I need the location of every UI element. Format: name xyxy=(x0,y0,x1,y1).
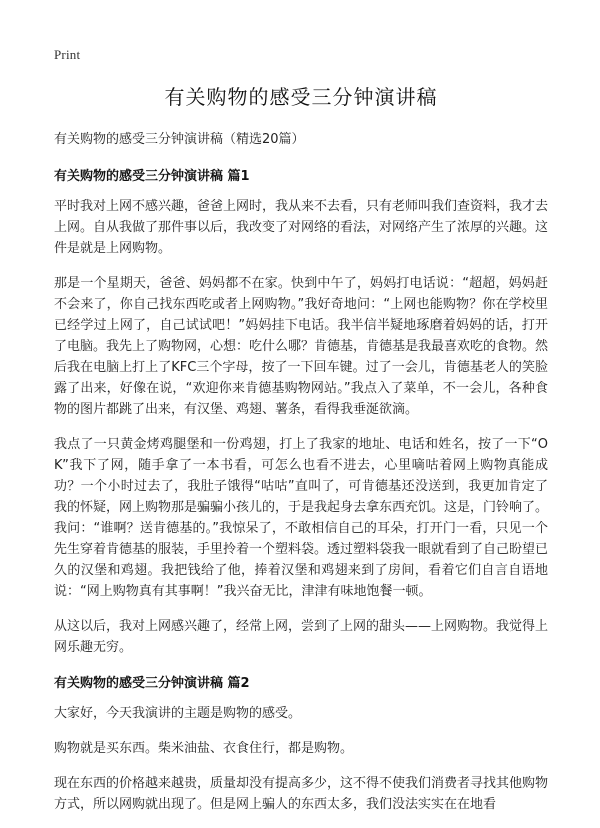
paragraph: 大家好，今天我演讲的主题是购物的感受。 xyxy=(54,706,302,721)
print-link[interactable]: Print xyxy=(54,47,81,62)
section-2 xyxy=(54,672,548,815)
page-title: 有关购物的感受三分钟演讲稿 xyxy=(164,85,438,109)
section-heading: 有关购物的感受三分钟演讲稿 篇2 xyxy=(54,676,250,691)
section-1 xyxy=(54,165,548,658)
paragraph: 购物就是买东西。柴米油盐、衣食住行，都是购物。 xyxy=(54,741,354,756)
paragraph: 我点了一只黄金烤鸡腿堡和一份鸡翅，打上了我家的地址、电话和姓名，按了一下“OK”我下了网，随手拿了一本书看，可怎么也看不进去，心里嘀咕着网上购物真能成功？一个小时过去了，我肚子饿得“咕咕”直叫了，可肯德基还没送到，我更加肯定了我的怀疑，网上购物那是骗骗小孩儿的，于是我起身去拿东西充饥。这是，门铃响了。我问：“谁啊？送肯德基的。”我惊呆了，不敢相信自己的耳朵，打开门一看，只见一个先生穿着肯德基的服装，手里拎着一个塑料袋。透过塑料袋我一眼就看到了自己盼望已久的汉堡和鸡翅。我把钱给了他，捧着汉堡和鸡翅来到了房间，看着它们自言自语地说：“网上购物真有其事啊！”我兴奋无比，津津有味地饱餐一顿。 xyxy=(54,437,549,599)
paragraph: 那是一个星期天，爸爸、妈妈都不在家。快到中午了，妈妈打电话说：“超超，妈妈赶不会来了，你自己找东西吃或者上网购物。”我好奇地问：“上网也能购物？你在学校里已经学过上网了，自己试试吧！”妈妈挂下电话。我半信半疑地琢磨着妈妈的话，打开了电脑。我先上了购物网，心想：吃什么哪？肯德基，肯德基是我最喜欢吃的食物。然后我在电脑上打上了KFC三个字母，按了一下回车键。过了一会儿，肯德基老人的笑脸露了出来，好像在说，“欢迎你来肯德基购物网站。”我点入了菜单，不一会儿，各种食物的图片都跳了出来，有汉堡、鸡翅、薯条，看得我垂涎欲滴。 xyxy=(54,276,549,417)
paragraph: 平时我对上网不感兴趣，爸爸上网时，我从来不去看，只有老师叫我们查资料，我才去上网。自从我做了那件事以后，我改变了对网络的看法，对网络产生了浓厚的兴趣。这件是就是上网购物。 xyxy=(54,199,549,256)
paragraph: 从这以后，我对上网感兴趣了，经常上网，尝到了上网的甜头——上网购物。我觉得上网乐趣无穷。 xyxy=(54,619,549,655)
paragraph: 现在东西的价格越来越贵，质量却没有提高多少，这不得不使我们消费者寻找其他购物方式，所以网购就出现了。但是网上骗人的东西太多，我们没法实实在在地看 xyxy=(54,776,549,812)
section-heading: 有关购物的感受三分钟演讲稿 篇1 xyxy=(54,169,250,184)
document-subtitle: 有关购物的感受三分钟演讲稿（精选20篇） xyxy=(54,132,305,147)
